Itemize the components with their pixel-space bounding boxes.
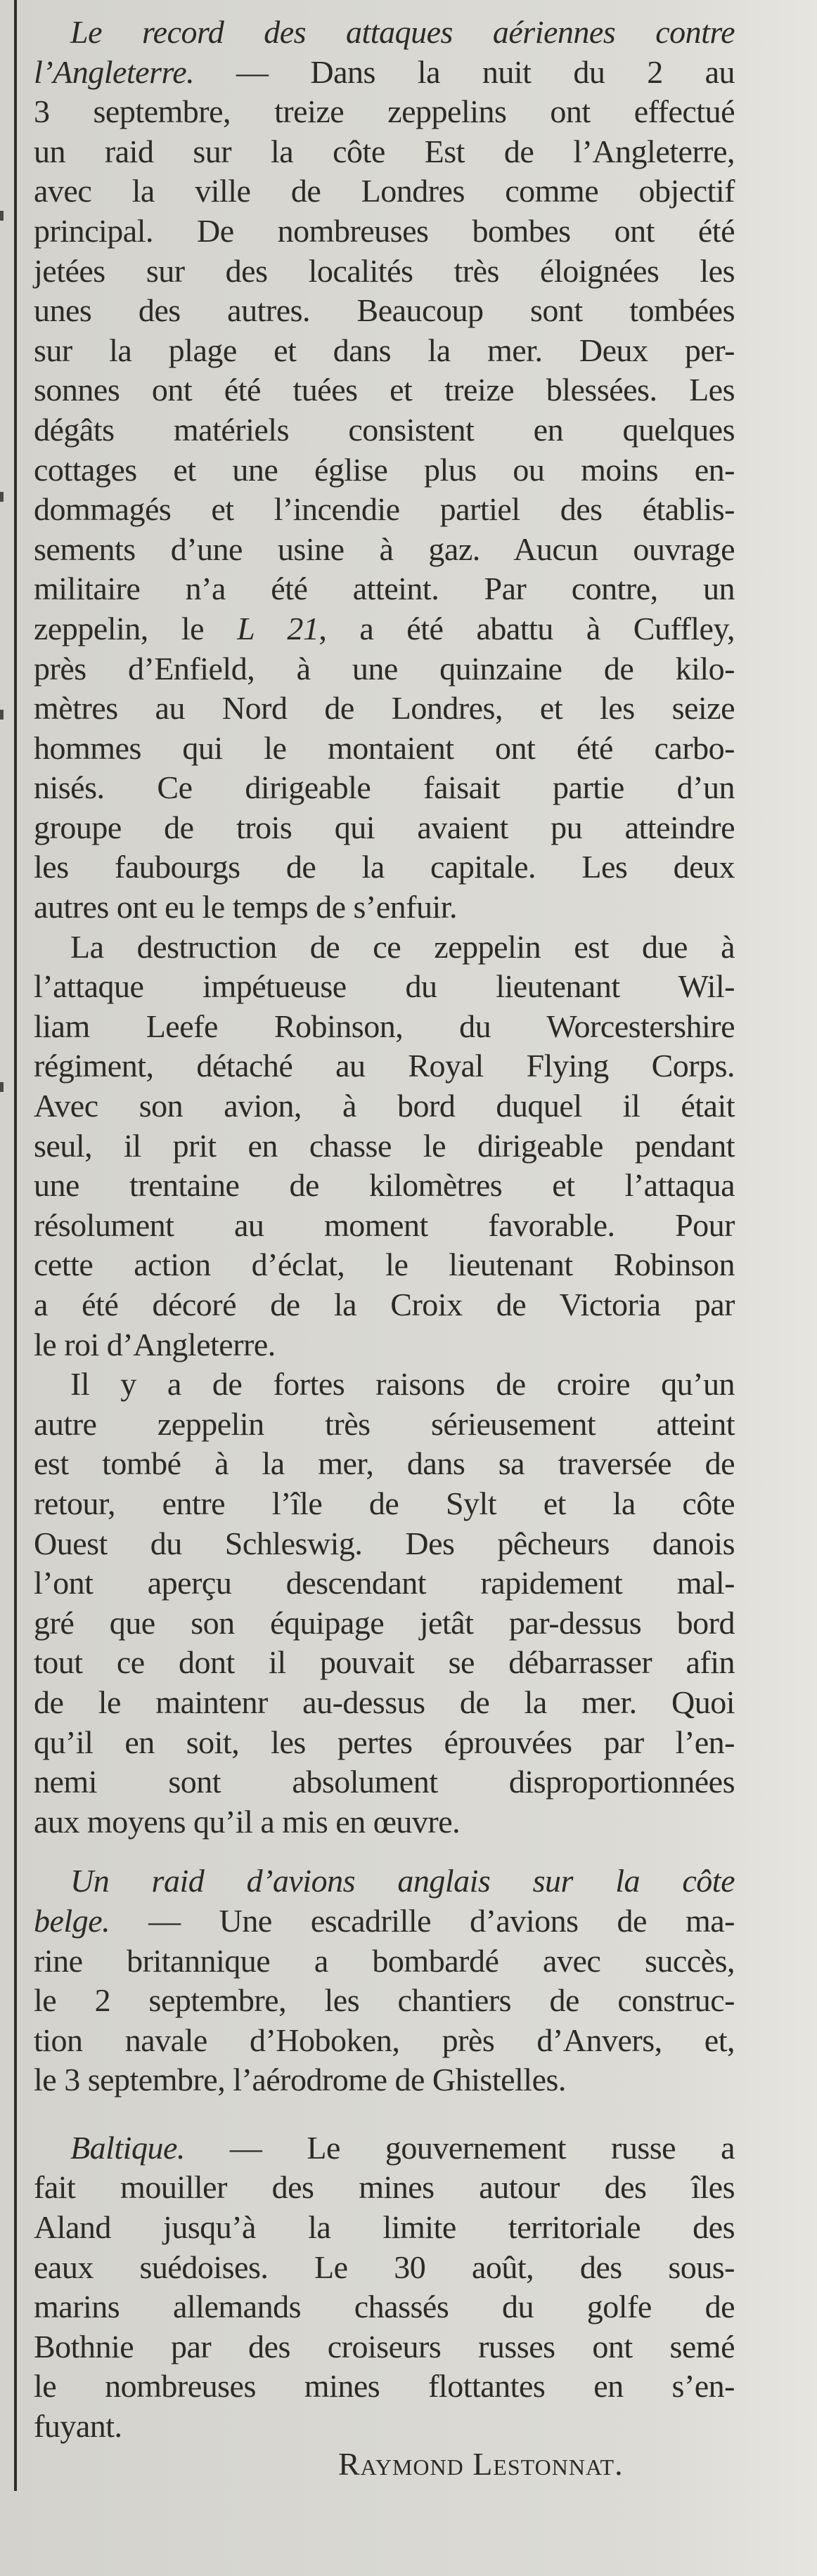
text-line: nemi sont absolument disproportionnées [34,1764,735,1800]
text-line: rine britannique a bombardé avec succès, [34,1942,735,1979]
edge-mark [0,211,4,221]
text-line: avec la ville de Londres comme objectif [34,173,735,209]
text-line: dommagés et l’incendie partiel des établis- [34,491,735,528]
text-line: Bothnie par des croiseurs russes ont semé [34,2328,735,2364]
text-segment: zeppelin, le [34,610,238,646]
text-line: régiment, détaché au Royal Flying Corps. [34,1048,735,1084]
italic-heading: l’Angleterre. [34,53,195,90]
text-line: fuyant. [34,2408,122,2445]
text-line [34,2128,735,2168]
text-line: La destruction de ce zeppelin est due à [70,928,735,965]
text-line: militaire n’a été atteint. Par contre, un [34,571,735,607]
text-line: près d’Enfield, à une quinzaine de kilo- [34,650,735,687]
text-line: unes des autres. Beaucoup sont tombées [34,292,735,329]
italic-heading: belge. [34,1902,110,1939]
italic-heading: L 21 [237,610,319,646]
text-line: Avec son avion, à bord duquel il était [34,1088,735,1124]
text-line: marins allemands chassés du golfe de [34,2289,735,2325]
text-line: dégâts matériels consistent en quelques [34,411,735,448]
text-line: sur la plage et dans la mer. Deux per- [34,332,735,368]
text-line: résolument au moment favorable. Pour [34,1206,735,1243]
text-line: jetées sur des localités très éloignées les [34,252,735,289]
article-paragraph [34,928,735,1365]
edge-mark [0,1082,4,1092]
text-line: seul, il prit en chasse le dirigeable pendant [34,1127,735,1164]
text-line: le roi d’Angleterre. [34,1326,276,1362]
text-line: gré que son équipage jetât par-dessus bord [34,1604,735,1641]
text-line: qu’il en soit, les pertes éprouvées par l’en- [34,1724,735,1760]
italic-heading: Un raid d’avions anglais sur la côte [70,1863,735,1899]
text-line: eaux suédoises. Le 30 août, des sous- [34,2249,735,2285]
text-line: un raid sur la côte Est de l’Angleterre, [34,133,735,169]
text-line: le nombreuses mines flottantes en s’en- [34,2368,735,2405]
text-line [34,1861,735,1901]
text-line: a été décoré de la Croix de Victoria par [34,1287,735,1322]
text-line: cottages et une église plus ou moins en- [34,451,735,488]
text-segment: — Une escadrille d’avions de ma- [110,1902,735,1939]
text-line: une trentaine de kilomètres et l’attaqua [34,1167,735,1204]
text-line: aux moyens qu’il a mis en œuvre. [34,1803,461,1840]
article-paragraph [34,13,735,928]
text-line: tout ce dont il pouvait se débarrasser afin [34,1644,735,1681]
text-line: Ouest du Schleswig. Des pêcheurs danois [34,1525,735,1561]
article-paragraph [34,1365,735,1842]
text-line: Aland jusqu’à la limite territoriale des [34,2209,735,2246]
text-line: les faubourgs de la capitale. Les deux [34,849,735,885]
text-line [34,13,735,53]
text-line: de le maintenr au-dessus de la mer. Quoi [34,1684,735,1720]
text-line: autres ont eu le temps de s’enfuir. [34,889,458,925]
text-line: cette action d’éclat, le lieutenant Robinson [34,1247,735,1283]
edge-mark [0,710,4,720]
text-line: Il y a de fortes raisons de croire qu’un [70,1366,735,1403]
text-line [34,1901,735,1941]
text-line: l’attaque impétueuse du lieutenant Wil- [34,968,735,1005]
text-segment: — Le gouvernement russe a [184,2129,735,2166]
text-line: mètres au Nord de Londres, et les seize [34,690,735,727]
text-line: autre zeppelin très sérieusement atteint [34,1405,735,1442]
text-line [34,609,735,649]
text-line [34,53,735,93]
italic-heading: Le record des attaques aériennes contre [70,14,735,50]
text-line: liam Leefe Robinson, du Worcestershire [34,1008,735,1044]
text-line: sements d’une usine à gaz. Aucun ouvrage [34,531,735,567]
italic-heading: Baltique. [70,2129,185,2166]
text-segment: — Dans la nuit du 2 au [194,53,735,90]
text-line: fait mouiller des mines autour des îles [34,2169,735,2206]
author-signature: Raymond Lestonnat. [338,2446,624,2482]
text-line: hommes qui le montaient ont été carbo- [34,729,735,766]
edge-mark [0,492,4,502]
text-line: nisés. Ce dirigeable faisait partie d’un [34,769,735,806]
text-line: retour, entre l’île de Sylt et la côte [34,1485,735,1521]
text-line: est tombé à la mer, dans sa traversée de [34,1445,735,1482]
text-segment: , a été abattu à Cuffley, [319,610,735,646]
column-rule [14,0,17,2491]
text-line: le 2 septembre, les chantiers de construc- [34,1982,735,2019]
text-line: sonnes ont été tuées et treize blessées. Les [34,372,735,408]
text-line: groupe de trois qui avaient pu atteindre [34,809,735,845]
text-line: principal. De nombreuses bombes ont été [34,212,735,249]
article-paragraph [34,2128,735,2447]
article-paragraph [34,1861,735,2100]
text-line: tion navale d’Hoboken, près d’Anvers, et, [34,2022,735,2058]
text-line: le 3 septembre, l’aérodrome de Ghistelles. [34,2062,566,2098]
text-line: 3 septembre, treize zeppelins ont effectué [34,93,735,130]
article-column [34,13,735,2447]
text-line: l’ont aperçu descendant rapidement mal- [34,1565,735,1601]
